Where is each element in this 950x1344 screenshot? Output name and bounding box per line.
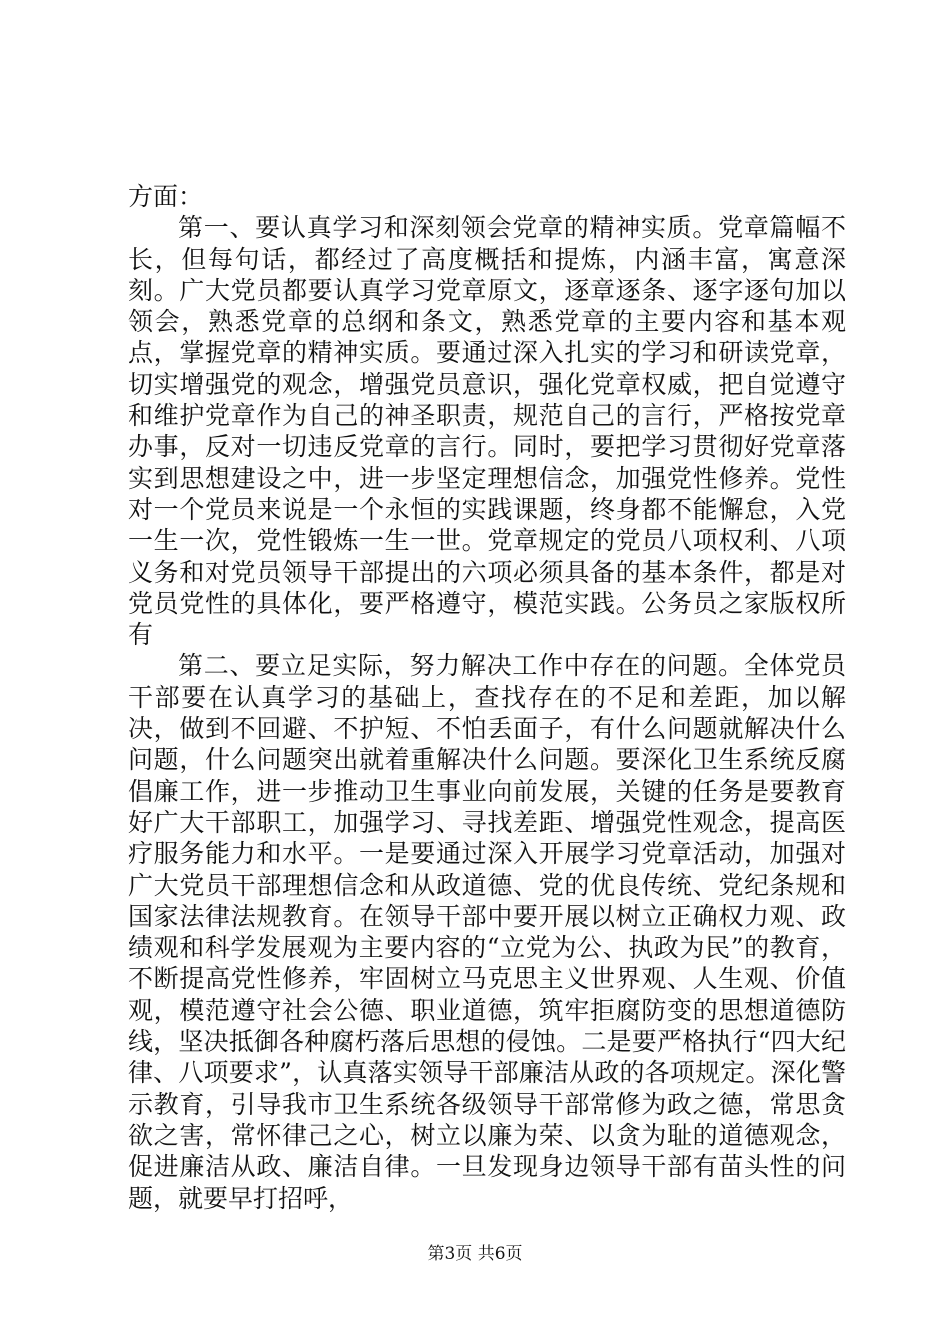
page-footer: 第3页 共6页 xyxy=(427,1244,523,1264)
paragraph-2: 第二、要立足实际，努力解决工作中存在的问题。全体党员干部要在认真学习的基础上，查找存在的不足和差距，加以解决，做到不回避、不护短、不怕丢面子，有什么问题就解决什么问题，什么问题突出就着重解决什么问题。要深化卫生系统反腐倡廉工作，进一步推动卫生事业向前发展，关键的任务是要教育好广大干部职工，加强学习、寻找差距、增强党性观念，提高医疗服务能力和水平。一是要通过深入开展学习党章活动，加强对广大党员干部理想信念和从政道德、党的优良传统、党纪条规和国家法律法规教育。在领导干部中要开展以树立正确权力观、政绩观和科学发展观为主要内容的“立党为公、执政为民”的教育，不断提高党性修养，牢固树立马克思主义世界观、人生观、价值观，模范遵守社会公德、职业道德，筑牢拒腐防变的思想道德防线，坚决抵御各种腐朽落后思想的侵蚀。二是要严格执行“四大纪律、八项要求”，认真落实领导干部廉洁从政的各项规定。深化警示教育，引导我市卫生系统各级领导干部常修为政之德，常思贪欲之害，常怀律己之心，树立以廉为荣、以贪为耻的道德观念，促进廉洁从政、廉洁自律。一旦发现身边领导干部有苗头性的问题，就要早打招呼， xyxy=(128,651,846,1213)
paragraph-1: 第一、要认真学习和深刻领会党章的精神实质。党章篇幅不长，但每句话，都经过了高度概括和提炼，内涵丰富，寓意深刻。广大党员都要认真学习党章原文，逐章逐条、逐字逐句加以领会，熟悉党章的总纲和条文，熟悉党章的主要内容和基本观点，掌握党章的精神实质。要通过深入扎实的学习和研读党章，切实增强党的观念，增强党员意识，强化党章权威，把自觉遵守和维护党章作为自己的神圣职责，规范自己的言行，严格按党章办事，反对一切违反党章的言行。同时，要把学习贯彻好党章落实到思想建设之中，进一步坚定理想信念，加强党性修养。党性对一个党员来说是一个永恒的实践课题，终身都不能懈怠，入党一生一次，党性锻炼一生一世。党章规定的党员八项权利、八项义务和对党员领导干部提出的六项必须具备的基本条件，都是对党员党性的具体化，要严格遵守，模范实践。公务员之家版权所有 xyxy=(128,213,846,650)
lead-fragment: 方面： xyxy=(128,182,204,211)
document-body xyxy=(128,181,846,1214)
